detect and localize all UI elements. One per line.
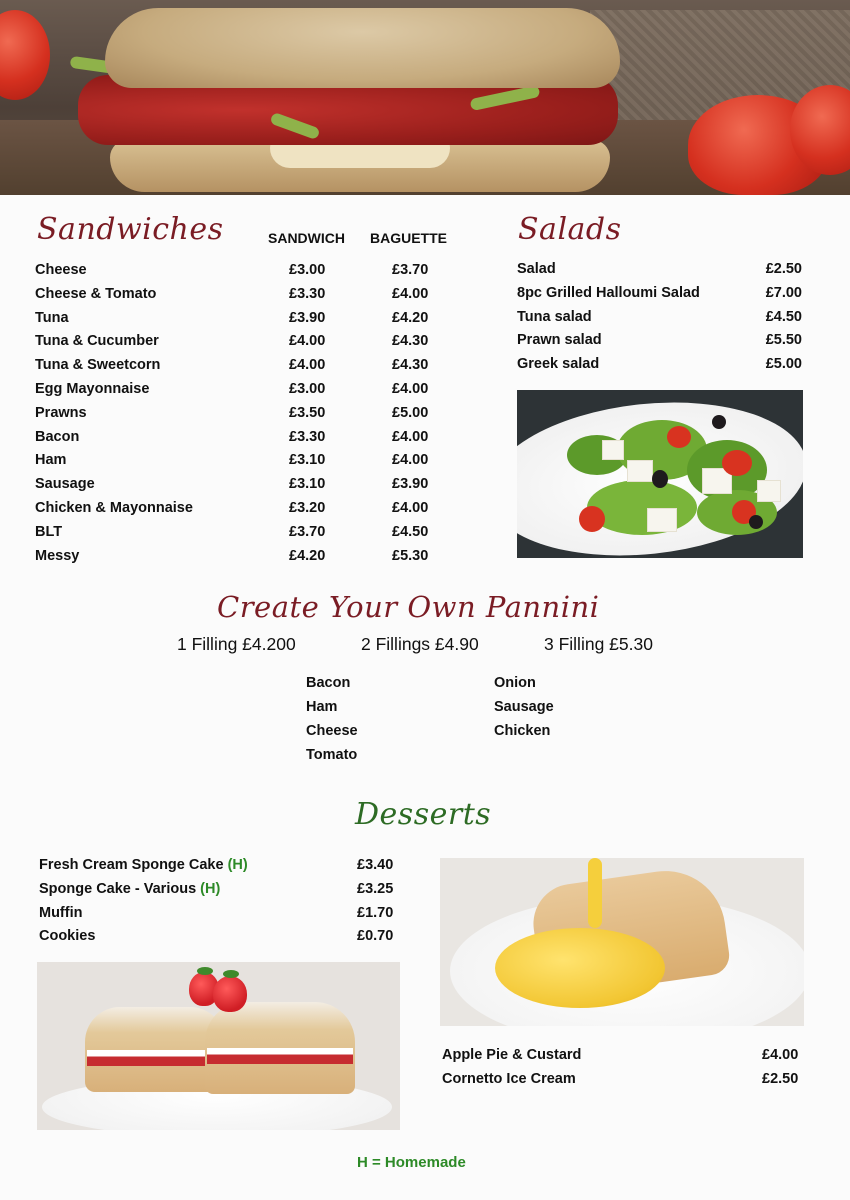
menu-row [517,356,802,380]
baguette-price: £5.00 [392,404,429,421]
menu-row [35,429,455,453]
salad-list [517,261,802,380]
item-name: Prawns [35,404,87,421]
filling-item: Tomato [306,747,358,763]
menu-row [35,357,455,381]
item-name: Ham [35,452,67,469]
baguette-price: £4.20 [392,309,429,326]
apple-pie-image [440,858,804,1026]
baguette-price: £4.00 [392,428,429,445]
panini-two-fillings-price: 2 Fillings £4.90 [361,634,479,654]
item-name [39,857,248,873]
sandwich-price: £3.90 [289,309,326,326]
desserts-heading: Desserts [355,797,492,832]
greek-salad-image [517,390,803,558]
item-name: Messy [35,547,80,564]
salads-heading: Salads [518,212,622,247]
menu-row [517,332,802,356]
item-price: £2.50 [765,261,802,277]
menu-row [442,1071,802,1095]
menu-row [39,881,399,905]
filling-item: Sausage [494,699,554,715]
item-name: Cornetto Ice Cream [442,1070,576,1087]
menu-row [35,333,455,357]
baguette-price: £3.90 [392,476,429,493]
item-name: Apple Pie & Custard [442,1047,582,1063]
item-name: Cheese [35,262,87,278]
baguette-price: £3.70 [392,262,429,278]
filling-item: Cheese [306,723,358,739]
item-name: Salad [517,261,556,277]
panini-one-filling-price: 1 Filling £4.200 [177,634,296,654]
sponge-cake-image [37,962,400,1130]
menu-row [35,500,455,524]
sandwich-price: £3.50 [289,404,326,421]
menu-row [35,524,455,548]
item-name: Greek salad [517,356,600,373]
baguette-price: £5.30 [392,547,429,564]
item-name: Egg Mayonnaise [35,380,150,397]
item-name: Tuna salad [517,308,592,325]
item-name [39,881,220,897]
menu-row [35,286,455,310]
sandwich-price: £4.20 [289,547,326,564]
menu-row [35,405,455,429]
menu-row [442,1047,802,1071]
item-name-text: Fresh Cream Sponge Cake [39,857,224,873]
baguette-price: £4.00 [392,285,429,302]
item-name [39,905,82,921]
item-name: Sausage [35,476,95,493]
item-name: Tuna & Cucumber [35,333,159,350]
sandwich-price: £3.30 [289,428,326,445]
panini-three-fillings-price: 3 Filling £5.30 [544,634,653,654]
menu-row [35,476,455,500]
sandwich-price: £3.20 [289,499,326,516]
sandwich-price: £3.10 [289,452,326,469]
homemade-legend: H = Homemade [357,1154,466,1171]
filling-item: Chicken [494,723,551,739]
homemade-tag: (H) [200,880,221,897]
sandwiches-heading: Sandwiches [37,212,224,247]
sandwich-price: £3.70 [289,523,326,540]
item-price: £4.00 [762,1047,799,1063]
item-name-text: Cookies [39,928,96,945]
sandwich-price: £3.30 [289,285,326,302]
baguette-price: £4.30 [392,357,429,374]
item-name: Tuna & Sweetcorn [35,357,161,374]
item-price: £2.50 [762,1070,799,1087]
item-price: £5.50 [765,332,802,349]
baguette-price: £4.50 [392,523,429,540]
item-price: £4.50 [765,308,802,325]
filling-item: Ham [306,699,338,715]
sandwich-price: £3.00 [289,262,326,278]
menu-row [517,309,802,333]
filling-item: Onion [494,675,536,691]
item-name: Bacon [35,428,80,445]
menu-row [35,452,455,476]
filling-item: Bacon [306,675,351,691]
item-name: Cheese & Tomato [35,285,157,302]
item-name-text: Sponge Cake - Various [39,880,197,897]
item-price: £0.70 [357,928,394,945]
sandwich-price: £4.00 [289,357,326,374]
baguette-column-header: BAGUETTE [370,230,447,246]
item-name: Chicken & Mayonnaise [35,499,193,516]
baguette-price: £4.00 [392,380,429,397]
item-name: BLT [35,523,63,540]
sandwich-column-header: SANDWICH [268,230,345,246]
menu-row [35,548,455,572]
menu-row [517,285,802,309]
homemade-tag: (H) [227,857,248,873]
item-name: 8pc Grilled Halloumi Salad [517,284,700,301]
sandwich-price: £3.10 [289,476,326,493]
sandwich-price: £4.00 [289,333,326,350]
hero-sandwich-image [0,0,850,195]
item-price: £3.40 [357,857,394,873]
menu-row [39,928,399,952]
menu-row [35,262,455,286]
menu-row [39,857,399,881]
sandwich-list [35,262,455,571]
item-name-text: Muffin [39,904,83,921]
item-price: £5.00 [765,356,802,373]
item-name: Tuna [35,309,69,326]
menu-row [35,381,455,405]
baguette-price: £4.00 [392,499,429,516]
item-name: Prawn salad [517,332,602,349]
item-price: £1.70 [357,904,394,921]
item-price: £3.25 [357,880,394,897]
dessert-list-right [442,1047,802,1095]
menu-row [517,261,802,285]
panini-heading: Create Your Own Pannini [217,590,600,624]
menu-row [39,905,399,929]
sandwich-price: £3.00 [289,380,326,397]
menu-row [35,310,455,334]
baguette-price: £4.30 [392,333,429,350]
item-name [39,928,95,944]
dessert-list [39,857,399,952]
baguette-price: £4.00 [392,452,429,469]
item-price: £7.00 [765,284,802,301]
